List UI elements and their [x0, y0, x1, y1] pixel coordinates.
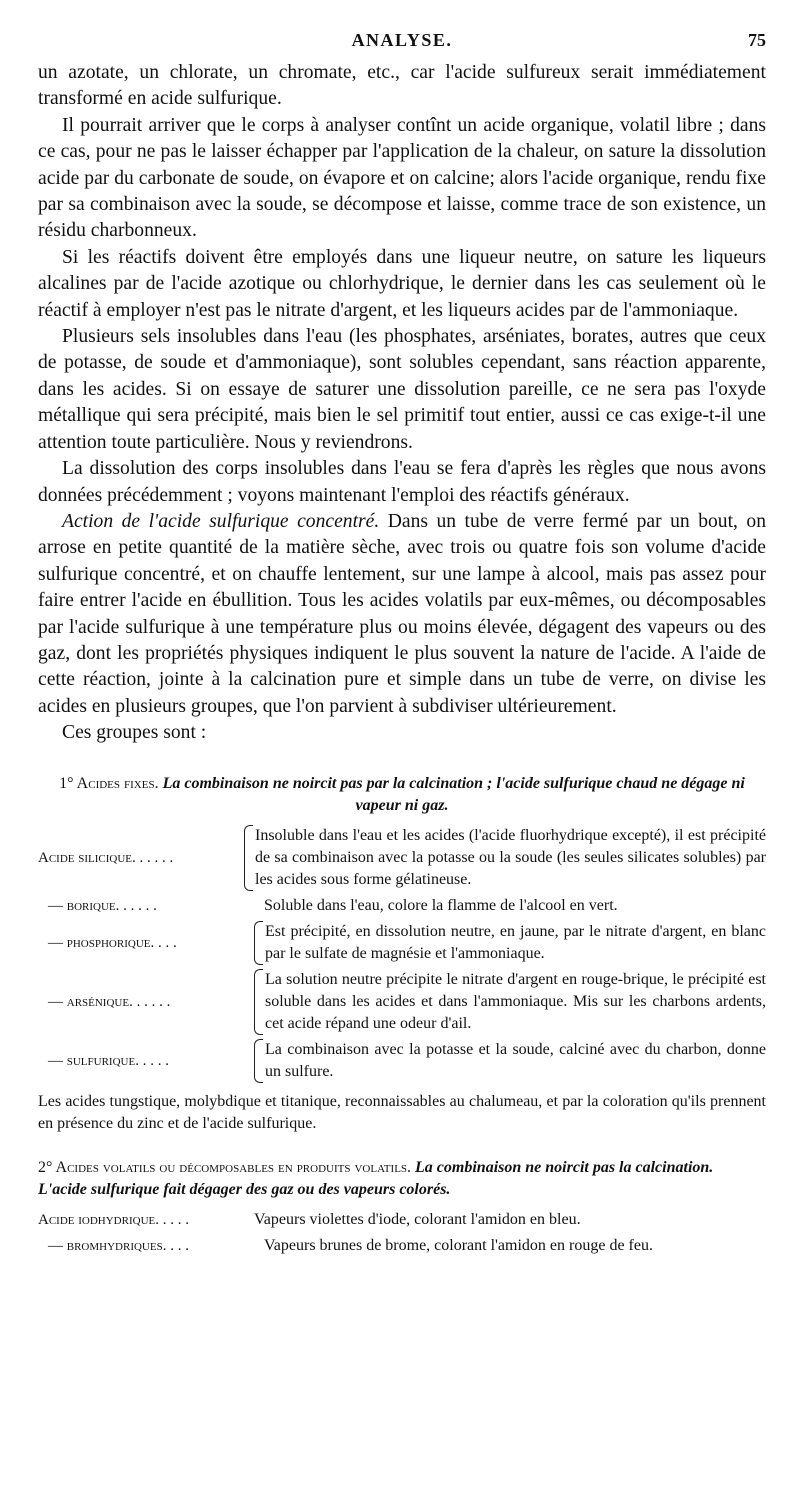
- group1-description: La combinaison ne noircit pas par la calcination ; l'acide sulfurique chaud ne dégage ni vapeur ni gaz.: [162, 774, 745, 814]
- groups-intro: Ces groupes sont :: [62, 722, 207, 744]
- group2-number: 2° Acides volatils ou décomposables en produits volatils.: [38, 1158, 412, 1176]
- group1-note: Les acides tungstique, molybdique et titanique, reconnaissables au chalumeau, et par la coloration qu'ils prennent en présence du zinc et de l'acide sulfurique.: [38, 1092, 766, 1132]
- group2-description: La combinaison ne noircit pas la calcination. L'acide sulfurique fait dégager des gaz ou des vapeurs colorés.: [38, 1158, 714, 1198]
- acid-name: — bromhydriques. . . .: [48, 1237, 189, 1254]
- acid-row: [38, 1235, 766, 1257]
- acid-description: Vapeurs violettes d'iode, colorant l'amidon en bleu.: [254, 1210, 581, 1228]
- acid-description: Vapeurs brunes de brome, colorant l'amidon en rouge de feu.: [264, 1236, 653, 1254]
- acid-row: [38, 825, 766, 891]
- acid-groups: [38, 773, 766, 1257]
- acid-description: Est précipité, en dissolution neutre, en jaune, par le nitrate d'argent, en blanc par le sulfate de magnésie et l'ammoniaque.: [265, 922, 766, 962]
- acid-row: [38, 921, 766, 965]
- paragraph-2: Il pourrait arriver que le corps à analyser contînt un acide organique, volatil libre ; dans ce cas, pour ne pas le laisser échapper par l'application de la chaleur, on sature la dissolution acide par du carbonate de soude, on évapore et on calcine; alors l'acide organique, rendu fixe par sa combinaison avec la soude, se décompose et laisse, comme trace de son existence, un résidu charbonneux.: [38, 114, 766, 242]
- acid-row: [38, 895, 766, 917]
- acid-row: [38, 1039, 766, 1083]
- acid-name: — arsénique. . . . . .: [48, 993, 171, 1010]
- running-title: ANALYSE.: [351, 30, 453, 50]
- acid-description: Soluble dans l'eau, colore la flamme de l'alcool en vert.: [264, 896, 618, 914]
- acid-name: — borique. . . . . .: [48, 897, 157, 914]
- action-text: Dans un tube de verre fermé par un bout, on arrose en petite quantité de la matière sèche, avec trois ou quatre fois son volume d'acide sulfurique concentré, et on chauffe lentement, sur une lampe à alcool, mais pas assez pour faire entrer l'acide en ébullition. Tous les acides volatils par eux-mêmes, ou décomposables par l'acide sulfurique à une température plus ou moins élevée, dégagent des vapeurs ou des gaz, dont les propriétés physiques indiquent le plus souvent la nature de l'acide. A l'aide de cette réaction, jointe à la calcination pure et simple dans un tube de verre, on divise les acides en plusieurs groupes, que l'on parvient à subdiviser ultérieurement.: [38, 510, 767, 717]
- group2-heading: [38, 1157, 766, 1201]
- acid-row: [38, 969, 766, 1035]
- acid-name: Acide iodhydrique. . . . .: [38, 1211, 189, 1228]
- group1-heading: [38, 773, 766, 817]
- group2: [38, 1157, 766, 1257]
- paragraph-4: Plusieurs sels insolubles dans l'eau (les phosphates, arséniates, borates, autres que ceux de potasse, de soude et d'ammoniaque), sont solubles cependant, sans réaction apparente, dans les acides. Si on essaye de saturer une dissolution pareille, ce ne sera pas l'oxyde métallique qui sera précipité, mais bien le sel primitif tout entier, aussi ce cas exige-t-il une attention toute particulière. Nous y reviendrons.: [38, 326, 766, 453]
- brace: [254, 1039, 263, 1083]
- brace: [254, 969, 263, 1035]
- acid-row: [38, 1209, 766, 1231]
- acid-description: La combinaison avec la potasse et la soude, calciné avec du charbon, donne un sulfure.: [265, 1040, 766, 1080]
- acid-description: Insoluble dans l'eau et les acides (l'acide fluorhydrique excepté), il est précipité de sa combinaison avec la potasse ou la soude (les seules silicates solubles) par les acides sous forme gélatineuse.: [255, 826, 766, 888]
- page-header: [38, 0, 766, 60]
- brace: [244, 825, 253, 891]
- page-number: 75: [748, 30, 766, 50]
- action-lead-in: Action de l'acide sulfurique concentré.: [62, 510, 380, 532]
- paragraph-3: Si les réactifs doivent être employés dans une liqueur neutre, on sature les liqueurs alcalines par de l'acide azotique ou chlorhydrique, le dernier dans les cas seulement où le réactif à employer n'est pas le nitrate d'argent, et les liqueurs acides par de l'ammoniaque.: [38, 246, 766, 321]
- body-text: [38, 60, 766, 747]
- acid-description: La solution neutre précipite le nitrate d'argent en rouge-brique, le précipité est soluble dans les acides et dans l'ammoniaque. Mis sur les charbons ardents, cet acide répand une odeur d'ail.: [265, 970, 766, 1032]
- group1-number: 1° Acides fixes.: [59, 774, 159, 792]
- acid-name: — phosphorique. . . .: [48, 934, 177, 951]
- paragraph-1: un azotate, un chlorate, un chromate, etc., car l'acide sulfureux serait immédiatement transformé en acide sulfurique.: [38, 62, 766, 110]
- paragraph-5: La dissolution des corps insolubles dans l'eau se fera d'après les règles que nous avons données précédemment ; voyons maintenant l'emploi des réactifs généraux.: [38, 458, 766, 506]
- acid-name: — sulfurique. . . . .: [48, 1052, 169, 1069]
- paragraph-action: [38, 509, 766, 720]
- brace: [254, 921, 263, 965]
- page: [38, 0, 766, 1257]
- acid-name: Acide silicique. . . . . .: [38, 849, 174, 866]
